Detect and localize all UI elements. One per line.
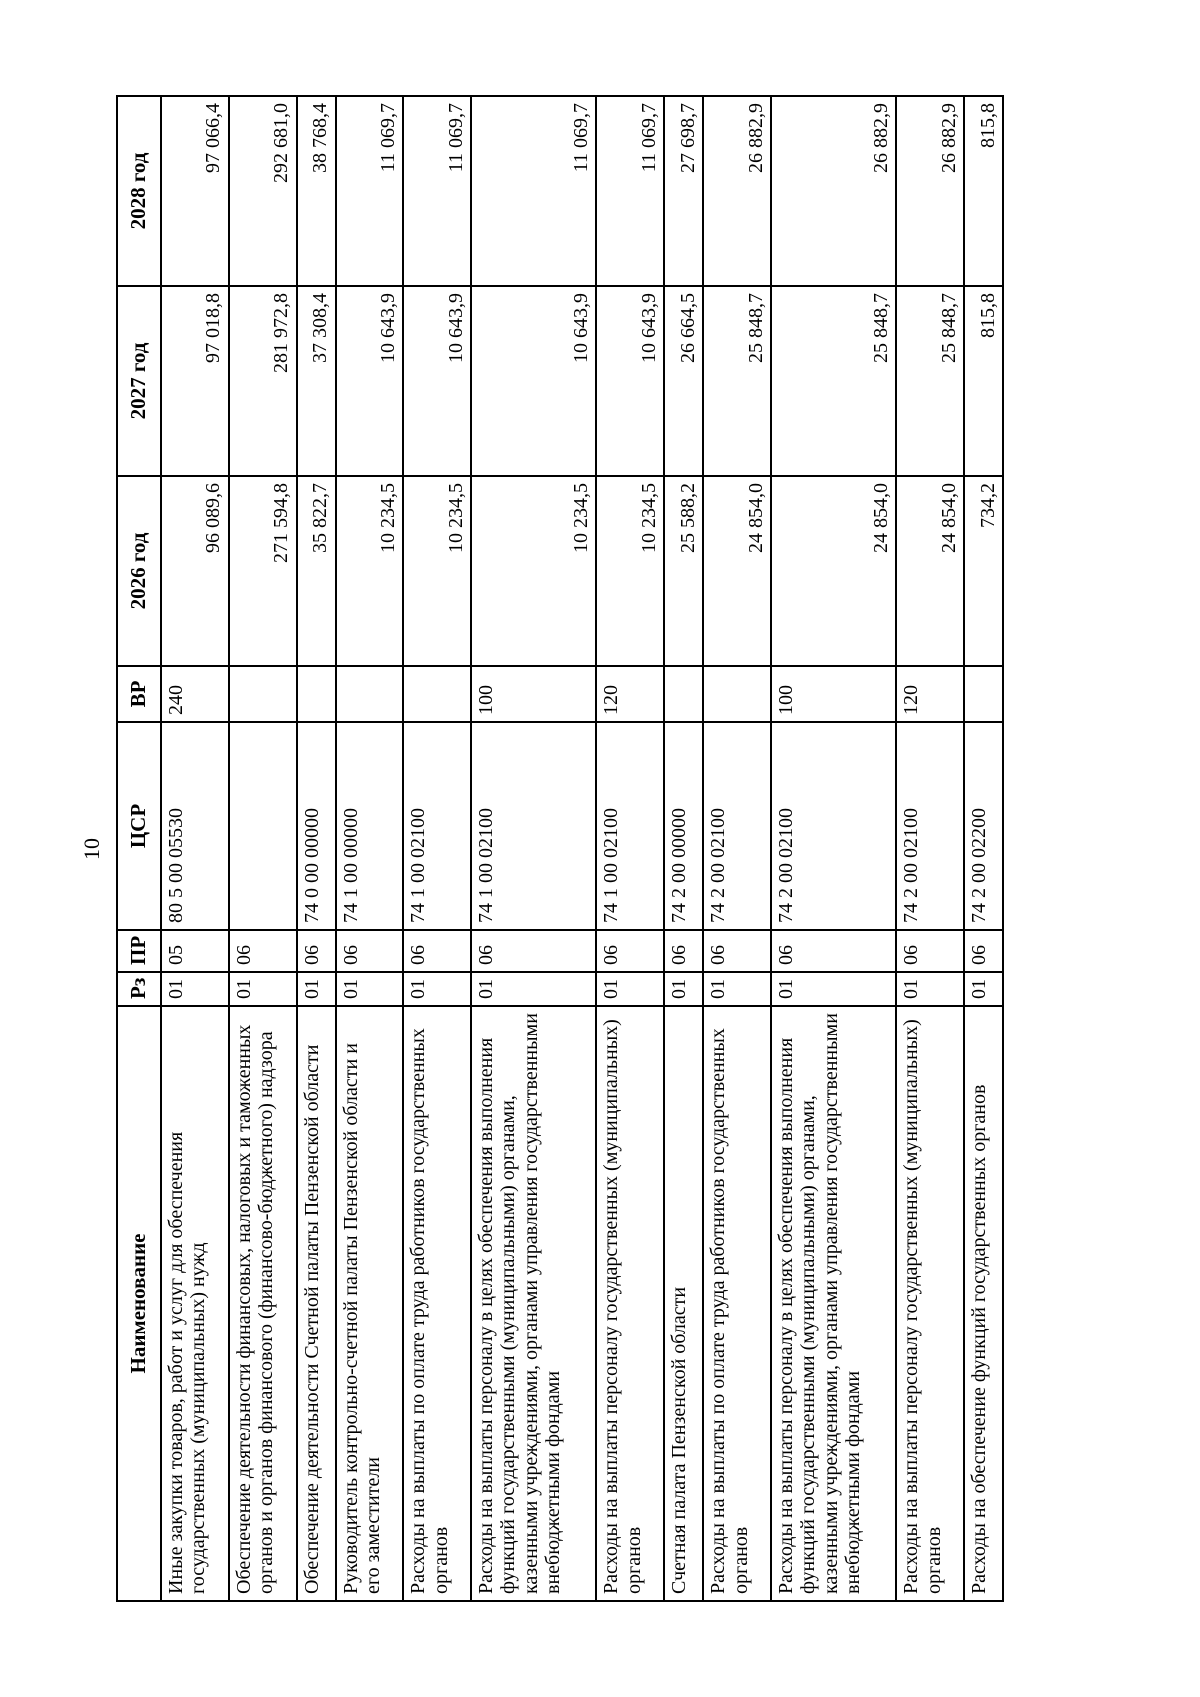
cell-2028: 97 066,4 <box>161 96 229 286</box>
table-row <box>771 96 896 1601</box>
cell-2027: 25 848,7 <box>703 286 771 476</box>
cell-csr: 74 2 00 02100 <box>703 722 771 930</box>
cell-pr: 06 <box>664 930 703 972</box>
cell-csr: 74 2 00 02200 <box>964 722 1003 930</box>
cell-name: Иные закупки товаров, работ и услуг для обеспечения государственных (муниципальных) нужд <box>161 1006 229 1601</box>
cell-rz: 01 <box>771 972 896 1006</box>
cell-csr: 74 1 00 00000 <box>336 722 404 930</box>
cell-name: Руководитель контрольно-счетной палаты Пензенской области и его заместители <box>336 1006 404 1601</box>
header-csr: ЦСР <box>117 722 161 930</box>
header-pr: ПР <box>117 930 161 972</box>
table-row <box>229 96 297 1601</box>
cell-vr: 240 <box>161 666 229 722</box>
cell-2028: 26 882,9 <box>771 96 896 286</box>
cell-vr <box>964 666 1003 722</box>
table-row <box>471 96 596 1601</box>
table-row <box>964 96 1003 1601</box>
cell-pr: 06 <box>403 930 471 972</box>
cell-2026: 25 588,2 <box>664 476 703 666</box>
table-row <box>297 96 336 1601</box>
cell-2027: 281 972,8 <box>229 286 297 476</box>
cell-rz: 01 <box>664 972 703 1006</box>
cell-2028: 27 698,7 <box>664 96 703 286</box>
page-number: 10 <box>79 838 104 860</box>
cell-2027: 26 664,5 <box>664 286 703 476</box>
cell-csr: 74 1 00 02100 <box>596 722 664 930</box>
cell-vr <box>297 666 336 722</box>
cell-pr: 06 <box>896 930 964 972</box>
table-row <box>161 96 229 1601</box>
cell-pr: 06 <box>771 930 896 972</box>
cell-2026: 24 854,0 <box>771 476 896 666</box>
cell-name: Расходы на выплаты по оплате труда работников государственных органов <box>403 1006 471 1601</box>
cell-name: Обеспечение деятельности финансовых, налоговых и таможенных органов и органов финансового (финансово-бюджетного) надзора <box>229 1006 297 1601</box>
cell-rz: 01 <box>403 972 471 1006</box>
cell-2026: 10 234,5 <box>336 476 404 666</box>
cell-2028: 38 768,4 <box>297 96 336 286</box>
header-vr: ВР <box>117 666 161 722</box>
cell-rz: 01 <box>471 972 596 1006</box>
cell-vr <box>703 666 771 722</box>
cell-2027: 25 848,7 <box>771 286 896 476</box>
cell-csr: 80 5 00 05530 <box>161 722 229 930</box>
budget-table <box>116 95 1004 1602</box>
cell-name: Обеспечение деятельности Счетной палаты Пензенской области <box>297 1006 336 1601</box>
table-row <box>703 96 771 1601</box>
cell-csr: 74 2 00 02100 <box>896 722 964 930</box>
cell-pr: 06 <box>964 930 1003 972</box>
cell-pr: 06 <box>596 930 664 972</box>
cell-name: Расходы на выплаты по оплате труда работников государственных органов <box>703 1006 771 1601</box>
cell-2026: 734,2 <box>964 476 1003 666</box>
cell-vr <box>336 666 404 722</box>
cell-name: Расходы на выплаты персоналу в целях обеспечения выполнения функций государственными (муниципальными) органами, казенными учреждениями, органами управления государственными внебюджетными фондами <box>471 1006 596 1601</box>
cell-2028: 292 681,0 <box>229 96 297 286</box>
cell-2026: 24 854,0 <box>703 476 771 666</box>
cell-name: Расходы на выплаты персоналу государственных (муниципальных) органов <box>596 1006 664 1601</box>
cell-pr: 05 <box>161 930 229 972</box>
cell-pr: 06 <box>336 930 404 972</box>
cell-name: Расходы на выплаты персоналу в целях обеспечения выполнения функций государственными (муниципальными) органами, казенными учреждениями, органами управления государственными внебюджетными фондами <box>771 1006 896 1601</box>
cell-2026: 35 822,7 <box>297 476 336 666</box>
cell-2026: 24 854,0 <box>896 476 964 666</box>
cell-2026: 10 234,5 <box>596 476 664 666</box>
cell-2028: 815,8 <box>964 96 1003 286</box>
cell-pr: 06 <box>297 930 336 972</box>
cell-vr: 100 <box>771 666 896 722</box>
cell-vr: 120 <box>596 666 664 722</box>
cell-2028: 26 882,9 <box>703 96 771 286</box>
cell-2027: 10 643,9 <box>596 286 664 476</box>
header-2028: 2028 год <box>117 96 161 286</box>
cell-2026: 271 594,8 <box>229 476 297 666</box>
cell-vr: 100 <box>471 666 596 722</box>
cell-2027: 10 643,9 <box>403 286 471 476</box>
cell-2026: 10 234,5 <box>471 476 596 666</box>
cell-vr <box>229 666 297 722</box>
header-name: Наименование <box>117 1006 161 1601</box>
header-2027: 2027 год <box>117 286 161 476</box>
table-header-row <box>117 96 161 1601</box>
cell-rz: 01 <box>229 972 297 1006</box>
cell-2028: 11 069,7 <box>471 96 596 286</box>
cell-2027: 815,8 <box>964 286 1003 476</box>
cell-rz: 01 <box>896 972 964 1006</box>
cell-rz: 01 <box>161 972 229 1006</box>
cell-rz: 01 <box>297 972 336 1006</box>
cell-2028: 11 069,7 <box>403 96 471 286</box>
cell-2026: 96 089,6 <box>161 476 229 666</box>
cell-csr: 74 1 00 02100 <box>471 722 596 930</box>
cell-rz: 01 <box>703 972 771 1006</box>
rotated-table-wrapper <box>116 97 1004 1602</box>
cell-csr: 74 0 00 00000 <box>297 722 336 930</box>
cell-csr: 74 1 00 02100 <box>403 722 471 930</box>
table-row <box>896 96 964 1601</box>
cell-csr <box>229 722 297 930</box>
cell-2027: 97 018,8 <box>161 286 229 476</box>
cell-2028: 11 069,7 <box>596 96 664 286</box>
cell-rz: 01 <box>596 972 664 1006</box>
cell-pr: 06 <box>229 930 297 972</box>
cell-2027: 37 308,4 <box>297 286 336 476</box>
cell-pr: 06 <box>703 930 771 972</box>
cell-2027: 10 643,9 <box>471 286 596 476</box>
cell-rz: 01 <box>964 972 1003 1006</box>
cell-2027: 10 643,9 <box>336 286 404 476</box>
cell-2028: 11 069,7 <box>336 96 404 286</box>
cell-name: Расходы на обеспечение функций государственных органов <box>964 1006 1003 1601</box>
table-row <box>664 96 703 1601</box>
header-2026: 2026 год <box>117 476 161 666</box>
cell-2026: 10 234,5 <box>403 476 471 666</box>
cell-csr: 74 2 00 00000 <box>664 722 703 930</box>
cell-2028: 26 882,9 <box>896 96 964 286</box>
table-row <box>336 96 404 1601</box>
cell-rz: 01 <box>336 972 404 1006</box>
cell-vr: 120 <box>896 666 964 722</box>
cell-2027: 25 848,7 <box>896 286 964 476</box>
cell-name: Счетная палата Пензенской области <box>664 1006 703 1601</box>
table-row <box>403 96 471 1601</box>
table-row <box>596 96 664 1601</box>
cell-vr <box>664 666 703 722</box>
cell-pr: 06 <box>471 930 596 972</box>
cell-name: Расходы на выплаты персоналу государственных (муниципальных) органов <box>896 1006 964 1601</box>
cell-vr <box>403 666 471 722</box>
header-rz: Рз <box>117 972 161 1006</box>
cell-csr: 74 2 00 02100 <box>771 722 896 930</box>
